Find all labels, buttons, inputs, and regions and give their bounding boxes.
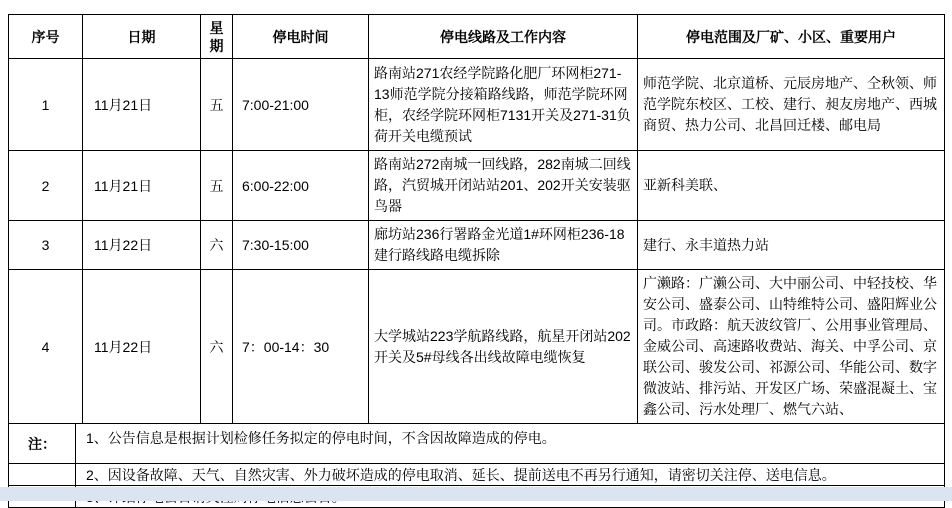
weekday-cell: 五 bbox=[201, 59, 233, 151]
serial-cell: 1 bbox=[9, 59, 83, 151]
note-label-cell bbox=[9, 464, 76, 486]
serial-cell: 3 bbox=[9, 221, 83, 270]
time-cell: 7:00-21:00 bbox=[233, 59, 369, 151]
scope-cell: 广濑路：广濑公司、大中丽公司、中轻技校、华安公司、盛泰公司、山特维特公司、盛阳辉业公司。市政路：航天波纹管厂、公用事业管理局、金威公司、高速路收费站、海关、中孚公司、京联公司、骏发公司、祁源公司、华能公司、数字微波站、排污站、开发区广场、荣盛混凝土、宝鑫公司、污水处理厂、燃气六站、 bbox=[638, 270, 945, 424]
work-content-cell: 路南站272南城一回线路，282南城二回线路，汽贸城开闭站站201、202开关安装驱鸟器 bbox=[369, 151, 638, 221]
serial-cell: 2 bbox=[9, 151, 83, 221]
date-cell: 11月21日 bbox=[83, 59, 201, 151]
table-row bbox=[9, 151, 945, 221]
scope-cell: 亚新科美联、 bbox=[638, 151, 945, 221]
weekday-cell: 六 bbox=[201, 221, 233, 270]
serial-cell: 4 bbox=[9, 270, 83, 424]
date-cell: 11月22日 bbox=[83, 270, 201, 424]
weekday-cell: 五 bbox=[201, 151, 233, 221]
work-content-cell: 大学城站223学航路线路，航星开闭站202开关及5#母线各出线故障电缆恢复 bbox=[369, 270, 638, 424]
work-content-cell: 路南站271农经学院路化肥厂环网柜271-13师范学院分接箱路线路，师范学院环网柜，农经学院环网柜7131开关及271-31负荷开关电缆预试 bbox=[369, 59, 638, 151]
table-row bbox=[9, 270, 945, 424]
scope-cell: 师范学院、北京道桥、元辰房地产、仝秋领、师范学院东校区、工校、建行、昶友房地产、西城商贸、热力公司、北昌回迁楼、邮电局 bbox=[638, 59, 945, 151]
note-text-cell: 1、公告信息是根据计划检修任务拟定的停电时间，不含因故障造成的停电。 bbox=[76, 424, 945, 464]
date-cell: 11月22日 bbox=[83, 221, 201, 270]
scope-cell: 建行、永丰道热力站 bbox=[638, 221, 945, 270]
header-weekday: 星期 bbox=[201, 15, 233, 59]
time-cell: 6:00-22:00 bbox=[233, 151, 369, 221]
header-line-work: 停电线路及工作内容 bbox=[369, 15, 638, 59]
work-content-cell: 廊坊站236行署路金光道1#环网柜236-18建行路线路电缆拆除 bbox=[369, 221, 638, 270]
time-cell: 7:30-15:00 bbox=[233, 221, 369, 270]
time-cell: 7：00-14：30 bbox=[233, 270, 369, 424]
header-scope: 停电范围及厂矿、小区、重要用户 bbox=[638, 15, 945, 59]
header-serial: 序号 bbox=[9, 15, 83, 59]
note-row bbox=[9, 424, 945, 464]
note-row bbox=[9, 464, 945, 486]
weekday-cell: 六 bbox=[201, 270, 233, 424]
bottom-strip bbox=[0, 487, 952, 501]
outage-notice-tables bbox=[8, 14, 945, 508]
header-row bbox=[9, 15, 945, 59]
header-outage-time: 停电时间 bbox=[233, 15, 369, 59]
table-row bbox=[9, 221, 945, 270]
note-label-cell: 注： bbox=[9, 424, 76, 464]
table-row bbox=[9, 59, 945, 151]
date-cell: 11月21日 bbox=[83, 151, 201, 221]
note-text-cell: 2、因设备故障、天气、自然灾害、外力破坏造成的停电取消、延长、提前送电不再另行通知，请密切关注停、送电信息。 bbox=[76, 464, 945, 486]
header-date: 日期 bbox=[83, 15, 201, 59]
outage-schedule-table bbox=[8, 14, 945, 424]
